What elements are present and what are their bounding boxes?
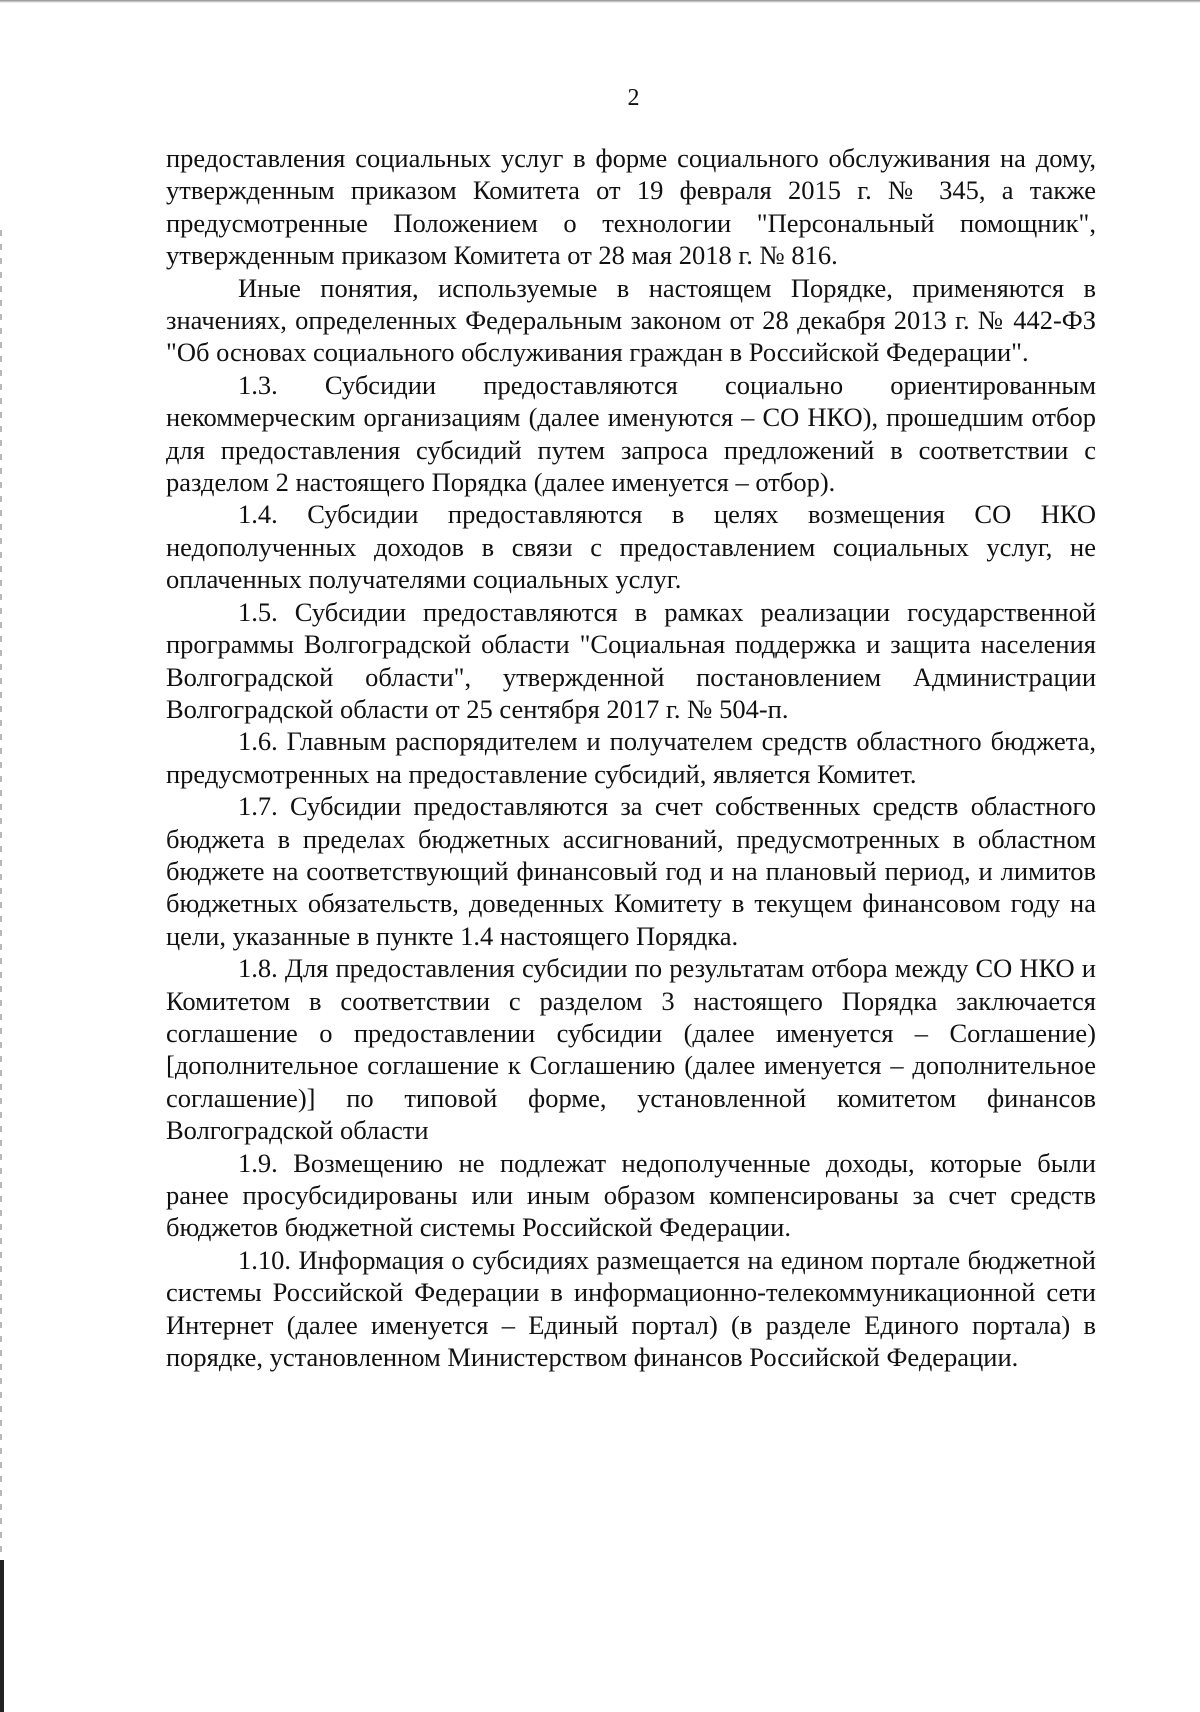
paragraph-1-3: 1.3. Субсидии предоставляются социально ориентированным некоммерческим организациям (далее именуются – СО НКО), прошедшим отбор для предоставления субсидий путем запроса предложений в соответствии с разделом 2 настоящего Порядка (далее именуется – отбор). — [166, 369, 1096, 498]
paragraph-1-10: 1.10. Информация о субсидиях размещается на едином портале бюджетной системы Российской Федерации в информационно-телекоммуникационной сети Интернет (далее именуется – Единый портал) (в разделе Единого портала) в порядке, установленном Министерством финансов Российской Федерации. — [166, 1244, 1096, 1373]
paragraph-1-7: 1.7. Субсидии предоставляются за счет собственных средств областного бюджета в пределах бюджетных ассигнований, предусмотренных в областном бюджете на соответствующий финансовый год и на плановый период, и лимитов бюджетных обязательств, доведенных Комитету в текущем финансовом году на цели, указанные в пункте 1.4 настоящего Порядка. — [166, 791, 1096, 951]
scan-edge-left-dark — [0, 1560, 4, 1712]
paragraph-other-concepts: Иные понятия, используемые в настоящем Порядке, применяются в значениях, определенных Федеральным законом от 28 декабря 2013 г. № 442-ФЗ "Об основах социального обслуживания граждан в Российской Федерации". — [166, 272, 1096, 368]
paragraph-continuation: предоставления социальных услуг в форме социального обслуживания на дому, утвержденным приказом Комитета от 19 февраля 2015 г. № 345, а также предусмотренные Положением о технологии "Персональный помощник", утвержденным приказом Комитета от 28 мая 2018 г. № 816. — [166, 143, 1096, 271]
scan-edge-top — [0, 0, 1200, 3]
paragraph-1-6: 1.6. Главным распорядителем и получателем средств областного бюджета, предусмотренных на предоставление субсидий, является Комитет. — [166, 726, 1096, 789]
paragraph-1-9: 1.9. Возмещению не подлежат недополученные доходы, которые были ранее просубсидированы или иным образом компенсированы за счет средств бюджетов бюджетной системы Российской Федерации. — [166, 1147, 1096, 1243]
paragraph-1-8: 1.8. Для предоставления субсидии по результатам отбора между СО НКО и Комитетом в соответствии с разделом 3 настоящего Порядка заключается соглашение о предоставлении субсидии (далее именуется – Соглашение) [дополнительное соглашение к Соглашению (далее именуется – дополнительное соглашение)] по типовой форме, установленной комитетом финансов Волгоградской области — [166, 953, 1096, 1146]
document-body — [166, 142, 1096, 1373]
paragraph-1-4: 1.4. Субсидии предоставляются в целях возмещения СО НКО недополученных доходов в связи с предоставлением социальных услуг, не оплаченных получателями социальных услуг. — [166, 499, 1096, 595]
page-number: 2 — [627, 85, 640, 111]
scan-edge-left — [0, 230, 2, 1710]
paragraph-1-5: 1.5. Субсидии предоставляются в рамках реализации государственной программы Волгоградской области "Социальная поддержка и защита населения Волгоградской области", утвержденной постановлением Администрации Волгоградской области от 25 сентября 2017 г. № 504-п. — [166, 596, 1096, 724]
